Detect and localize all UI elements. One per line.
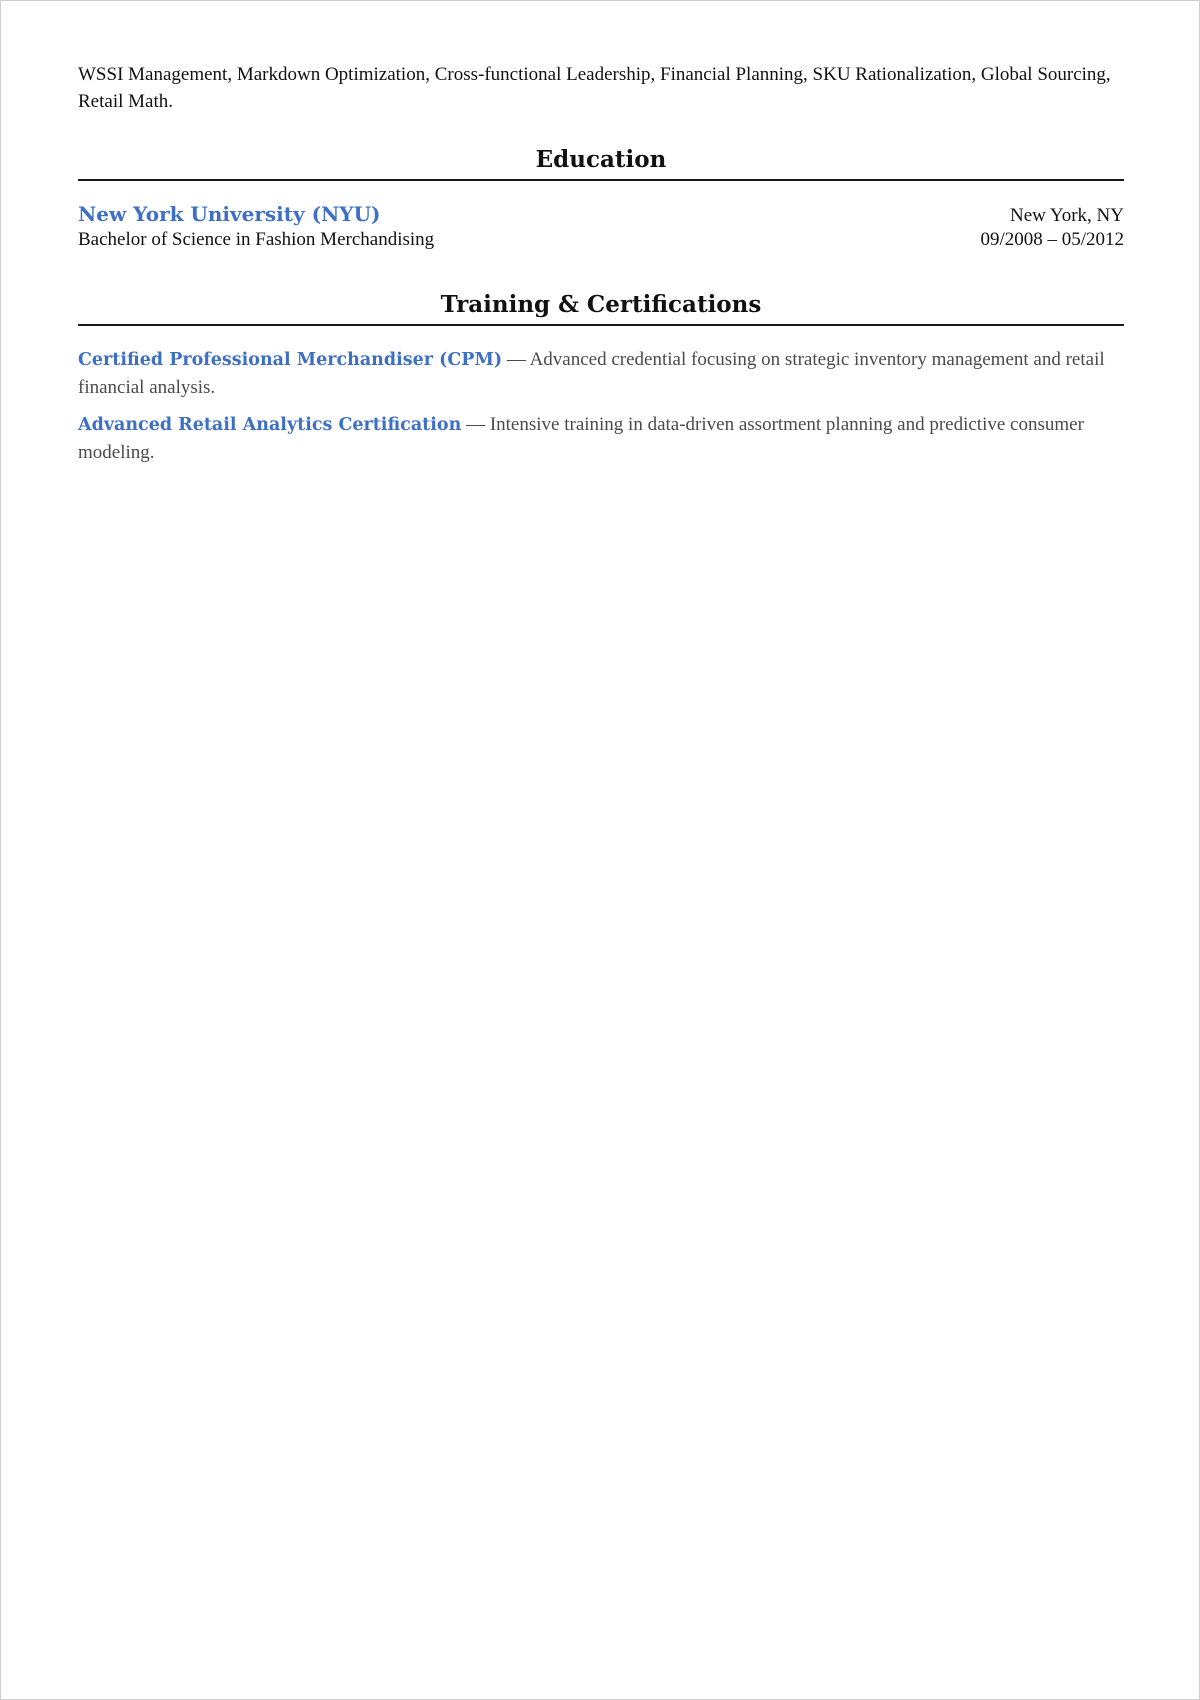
education-row-primary: [78, 201, 1124, 228]
certification-list: [78, 346, 1124, 466]
training-heading: Training & Certifications: [440, 291, 762, 318]
education-section: [78, 145, 1124, 252]
certification-description: Advanced credential focusing on strategic inventory management and retail financial analysis.: [78, 349, 1105, 398]
education-row-secondary: [78, 228, 1124, 252]
skills-list: WSSI Management, Markdown Optimization, Cross-functional Leadership, Financial Planning, SKU Rationalization, Global Sourcing, Retail Math.: [78, 64, 1111, 112]
training-divider: [78, 324, 1124, 326]
certification-description: Intensive training in data-driven assortment planning and predictive consumer modeling.: [78, 414, 1084, 463]
education-school: New York University (NYU): [78, 202, 381, 226]
certification-separator: —: [461, 414, 490, 435]
education-location: New York, NY: [1009, 205, 1124, 226]
certification-item: [78, 411, 1124, 466]
education-entry: [78, 201, 1124, 252]
resume-content: [78, 61, 1124, 476]
certification-item: [78, 346, 1124, 401]
certification-name: Certified Professional Merchandiser (CPM): [78, 350, 503, 370]
education-divider: [78, 179, 1124, 181]
education-heading: Education: [535, 146, 667, 173]
certification-name: Advanced Retail Analytics Certification: [78, 415, 462, 435]
education-dates: 09/2008 – 05/2012: [980, 229, 1124, 250]
certification-separator: —: [502, 349, 530, 370]
training-section: [78, 290, 1124, 466]
education-degree: Bachelor of Science in Fashion Merchandising: [78, 229, 435, 250]
